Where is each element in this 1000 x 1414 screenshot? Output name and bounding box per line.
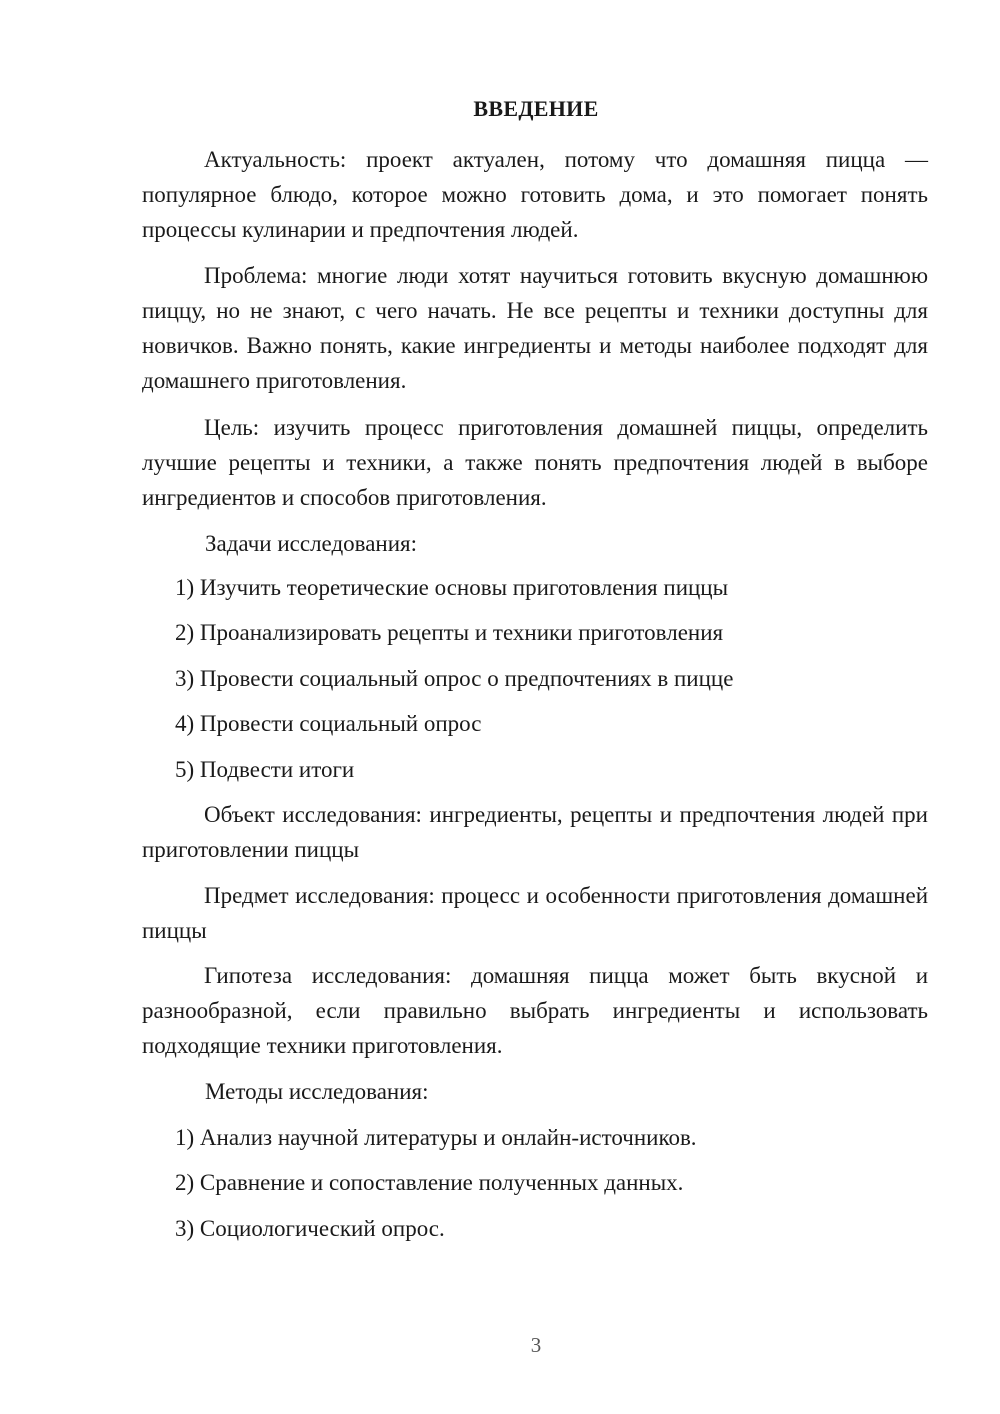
method-item: 2) Сравнение и сопоставление полученных данных. xyxy=(175,1170,684,1195)
methods-heading: Методы исследования: xyxy=(205,1079,429,1104)
tasks-heading: Задачи исследования: xyxy=(205,531,418,556)
page-title: ВВЕДЕНИЕ xyxy=(473,96,599,121)
subject-paragraph: Предмет исследования: процесс и особенности приготовления домашней пиццы xyxy=(142,883,928,943)
hypothesis-paragraph: Гипотеза исследования: домашняя пицца может быть вкусной и разнообразной, если правильно выбрать ингредиенты и использовать подходящие техники приготовления. xyxy=(142,963,928,1058)
relevance-paragraph: Актуальность: проект актуален, потому что домашняя пицца — популярное блюдо, которое можно готовить дома, и это помогает понять процессы кулинарии и предпочтения людей. xyxy=(142,147,928,242)
task-item: 4) Провести социальный опрос xyxy=(175,711,482,736)
problem-paragraph: Проблема: многие люди хотят научиться готовить вкусную домашнюю пиццу, но не знают, с чего начать. Не все рецепты и техники доступны для новичков. Важно понять, какие ингредиенты и методы наиболее подходят для домашнего приготовления. xyxy=(142,263,928,393)
goal-paragraph: Цель: изучить процесс приготовления домашней пиццы, определить лучшие рецепты и техники, а также понять предпочтения людей в выборе ингредиентов и способов приготовления. xyxy=(142,415,928,510)
method-item: 3) Социологический опрос. xyxy=(175,1216,445,1241)
task-item: 2) Проанализировать рецепты и техники приготовления xyxy=(175,620,724,645)
task-item: 5) Подвести итоги xyxy=(175,757,355,782)
task-item: 1) Изучить теоретические основы приготовления пиццы xyxy=(175,575,729,600)
page-number: 3 xyxy=(530,1333,542,1357)
object-paragraph: Объект исследования: ингредиенты, рецепты и предпочтения людей при приготовлении пиццы xyxy=(142,802,928,862)
task-item: 3) Провести социальный опрос о предпочтениях в пицце xyxy=(175,666,734,691)
method-item: 1) Анализ научной литературы и онлайн-источников. xyxy=(175,1125,697,1150)
